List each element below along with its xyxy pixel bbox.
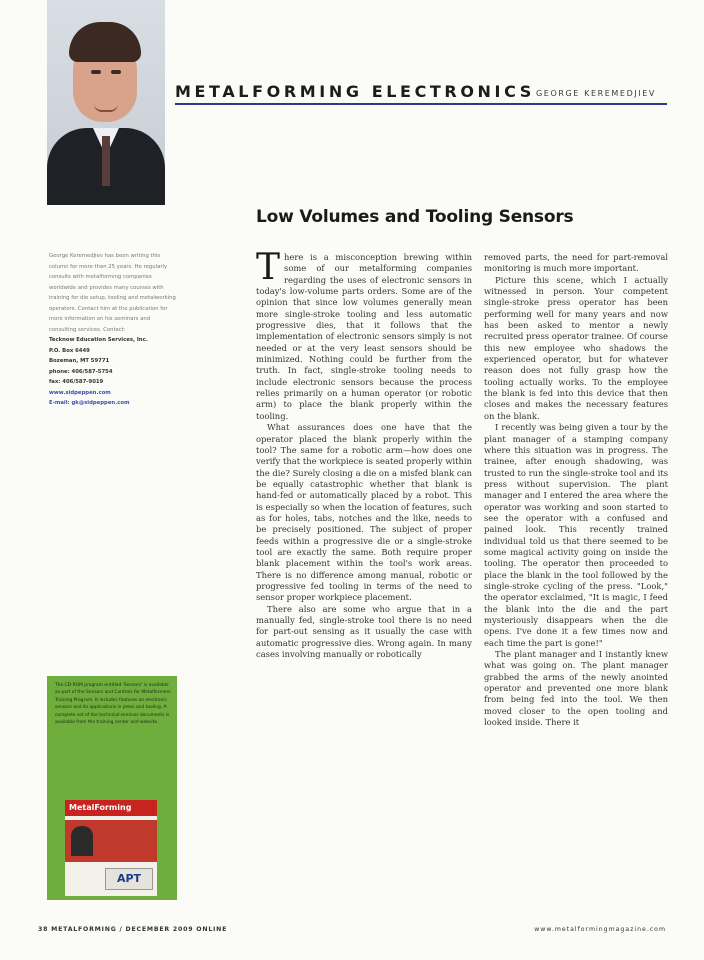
column-author: GEORGE KEREMEDJIEV bbox=[536, 89, 656, 98]
bio-web-link[interactable]: www.sidpeppen.com bbox=[49, 389, 111, 396]
author-tie bbox=[102, 136, 110, 186]
author-eye-right bbox=[111, 70, 121, 74]
bio-city: Bozeman, MT 59771 bbox=[49, 358, 110, 364]
drop-cap: T bbox=[256, 247, 281, 288]
cover-badge: APT bbox=[105, 868, 153, 890]
article-paragraph: There is a misconception brewing within some of our metalforming companies regarding the uses of electronic sensors in today's low-volume parts orders. Some are of the opinion that since low volumes generally mean more single-stroke tooling and less automatic progressive dies, that it follows that the implementation of electronic sensors simply is not needed or at the very least sensors should be minimized. Nothing could be further from the truth. In fact, single-stroke tooling needs to include electronic sensors because the process relies primarily on a human operator (or robotic arm) to place the blank properly within the tooling. bbox=[256, 247, 472, 421]
article-paragraph: The plant manager and I instantly knew what was going on. The plant manager grabbed the arms of the newly anointed operator and prevented one more blank from being fed into the tool. We then moved closer to the open tooling and looked inside. There it bbox=[484, 649, 668, 728]
author-photo bbox=[47, 0, 165, 205]
magazine-cover bbox=[65, 800, 157, 896]
author-hair bbox=[69, 22, 141, 62]
article-column-1 bbox=[256, 247, 472, 660]
promo-box[interactable] bbox=[47, 676, 177, 900]
footer-website-link[interactable]: www.metalformingmagazine.com bbox=[534, 926, 666, 933]
author-eye-left bbox=[91, 70, 101, 74]
header-rule bbox=[175, 103, 667, 105]
article-paragraph: Picture this scene, which I actually witnessed in person. Your competent single-stroke press operator has been performing well for many years and now has been asked to mentor a newly recruited press operator trainee. Of course this new employee who shadows the experienced operator, but for whatever reason does not fully grasp how the tooling actually works. To the employee the blank is fed into this device that then closes and makes the necessary features on the blank. bbox=[484, 274, 668, 421]
column-title: METALFORMING ELECTRONICS bbox=[175, 82, 535, 101]
bio-box: P.O. Box 6449 bbox=[49, 347, 90, 354]
bio-email-link[interactable]: E-mail: gk@sidpeppen.com bbox=[49, 400, 130, 406]
footer-left: 38 METALFORMING / DECEMBER 2009 ONLINE bbox=[38, 926, 228, 933]
cover-masthead: MetalForming bbox=[65, 800, 157, 816]
bio-org: Tecknow Education Services, Inc. bbox=[49, 337, 148, 343]
promo-text: The CD-ROM program entitled 'Sensors' is available as part of the Sensors and Controls for Metalformers Training Program. It includes features on electronic sensors and its applications in press and tooling. A complete set of the technical-seminar documents is available from the training center and website. bbox=[55, 683, 171, 726]
author-bio bbox=[49, 251, 179, 409]
article-paragraph: What assurances does one have that the operator placed the blank properly within the tool? The same for a robotic arm—how does one verify that the workpiece is seated properly within the die? Surely closing a die on a misfed blank can be equally catastrophic whether that blank is hand-fed or automatically placed by a robot. This is especially so when the location of features, such as for holes, tabs, notches and the like, needs to be precisely positioned. The subject of proper feeds within a progressive die or a single-stroke tool are exactly the same. Both require proper blank placement within the tool's work areas. There is no difference among manual, robotic or progressive fed tooling in terms of the need to sensor proper workpiece placement. bbox=[256, 422, 472, 603]
article-title: Low Volumes and Tooling Sensors bbox=[256, 207, 574, 227]
bio-fax: fax: 406/587-9019 bbox=[49, 379, 104, 385]
bio-phone: phone: 406/587-5754 bbox=[49, 368, 113, 375]
article-column-2 bbox=[484, 252, 668, 728]
article-paragraph: There also are some who argue that in a manually fed, single-stroke tool there is no need for part-out sensing as it usually the case with automatic progressive dies. Wrong again. In many cases involving manually or robotically bbox=[256, 603, 472, 660]
cover-person bbox=[71, 826, 93, 856]
article-paragraph: I recently was being given a tour by the plant manager of a stamping company where this situation was in progress. The trainee, after enough shadowing, was trusted to run the single-stroke tool and its press without supervision. The plant manager and I entered the area where the operator was working and soon started to see the operator with a confused and pained look. This recently trained individual told us that there seemed to be some magical activity going on inside the tooling. The operator then proceeded to place the blank in the tool followed by the single-stroke cycling of the press. "Look," the operator exclaimed, "It is magic, I feed the blank into the die and the part mysteriously disappears when the die opens. I've done it a few times now and each time the part is gone!" bbox=[484, 422, 668, 648]
article-paragraph: removed parts, the need for part-removal monitoring is much more important. bbox=[484, 252, 668, 274]
bio-text: George Keremedjiev has been writing this column for more than 25 years. He regularly consults with metalforming companies worldwide and provides many courses with training for die setup, tooling and metalworking operators. Contact him at the publication for more information on his seminars and consulting services. Contact: bbox=[49, 253, 176, 333]
